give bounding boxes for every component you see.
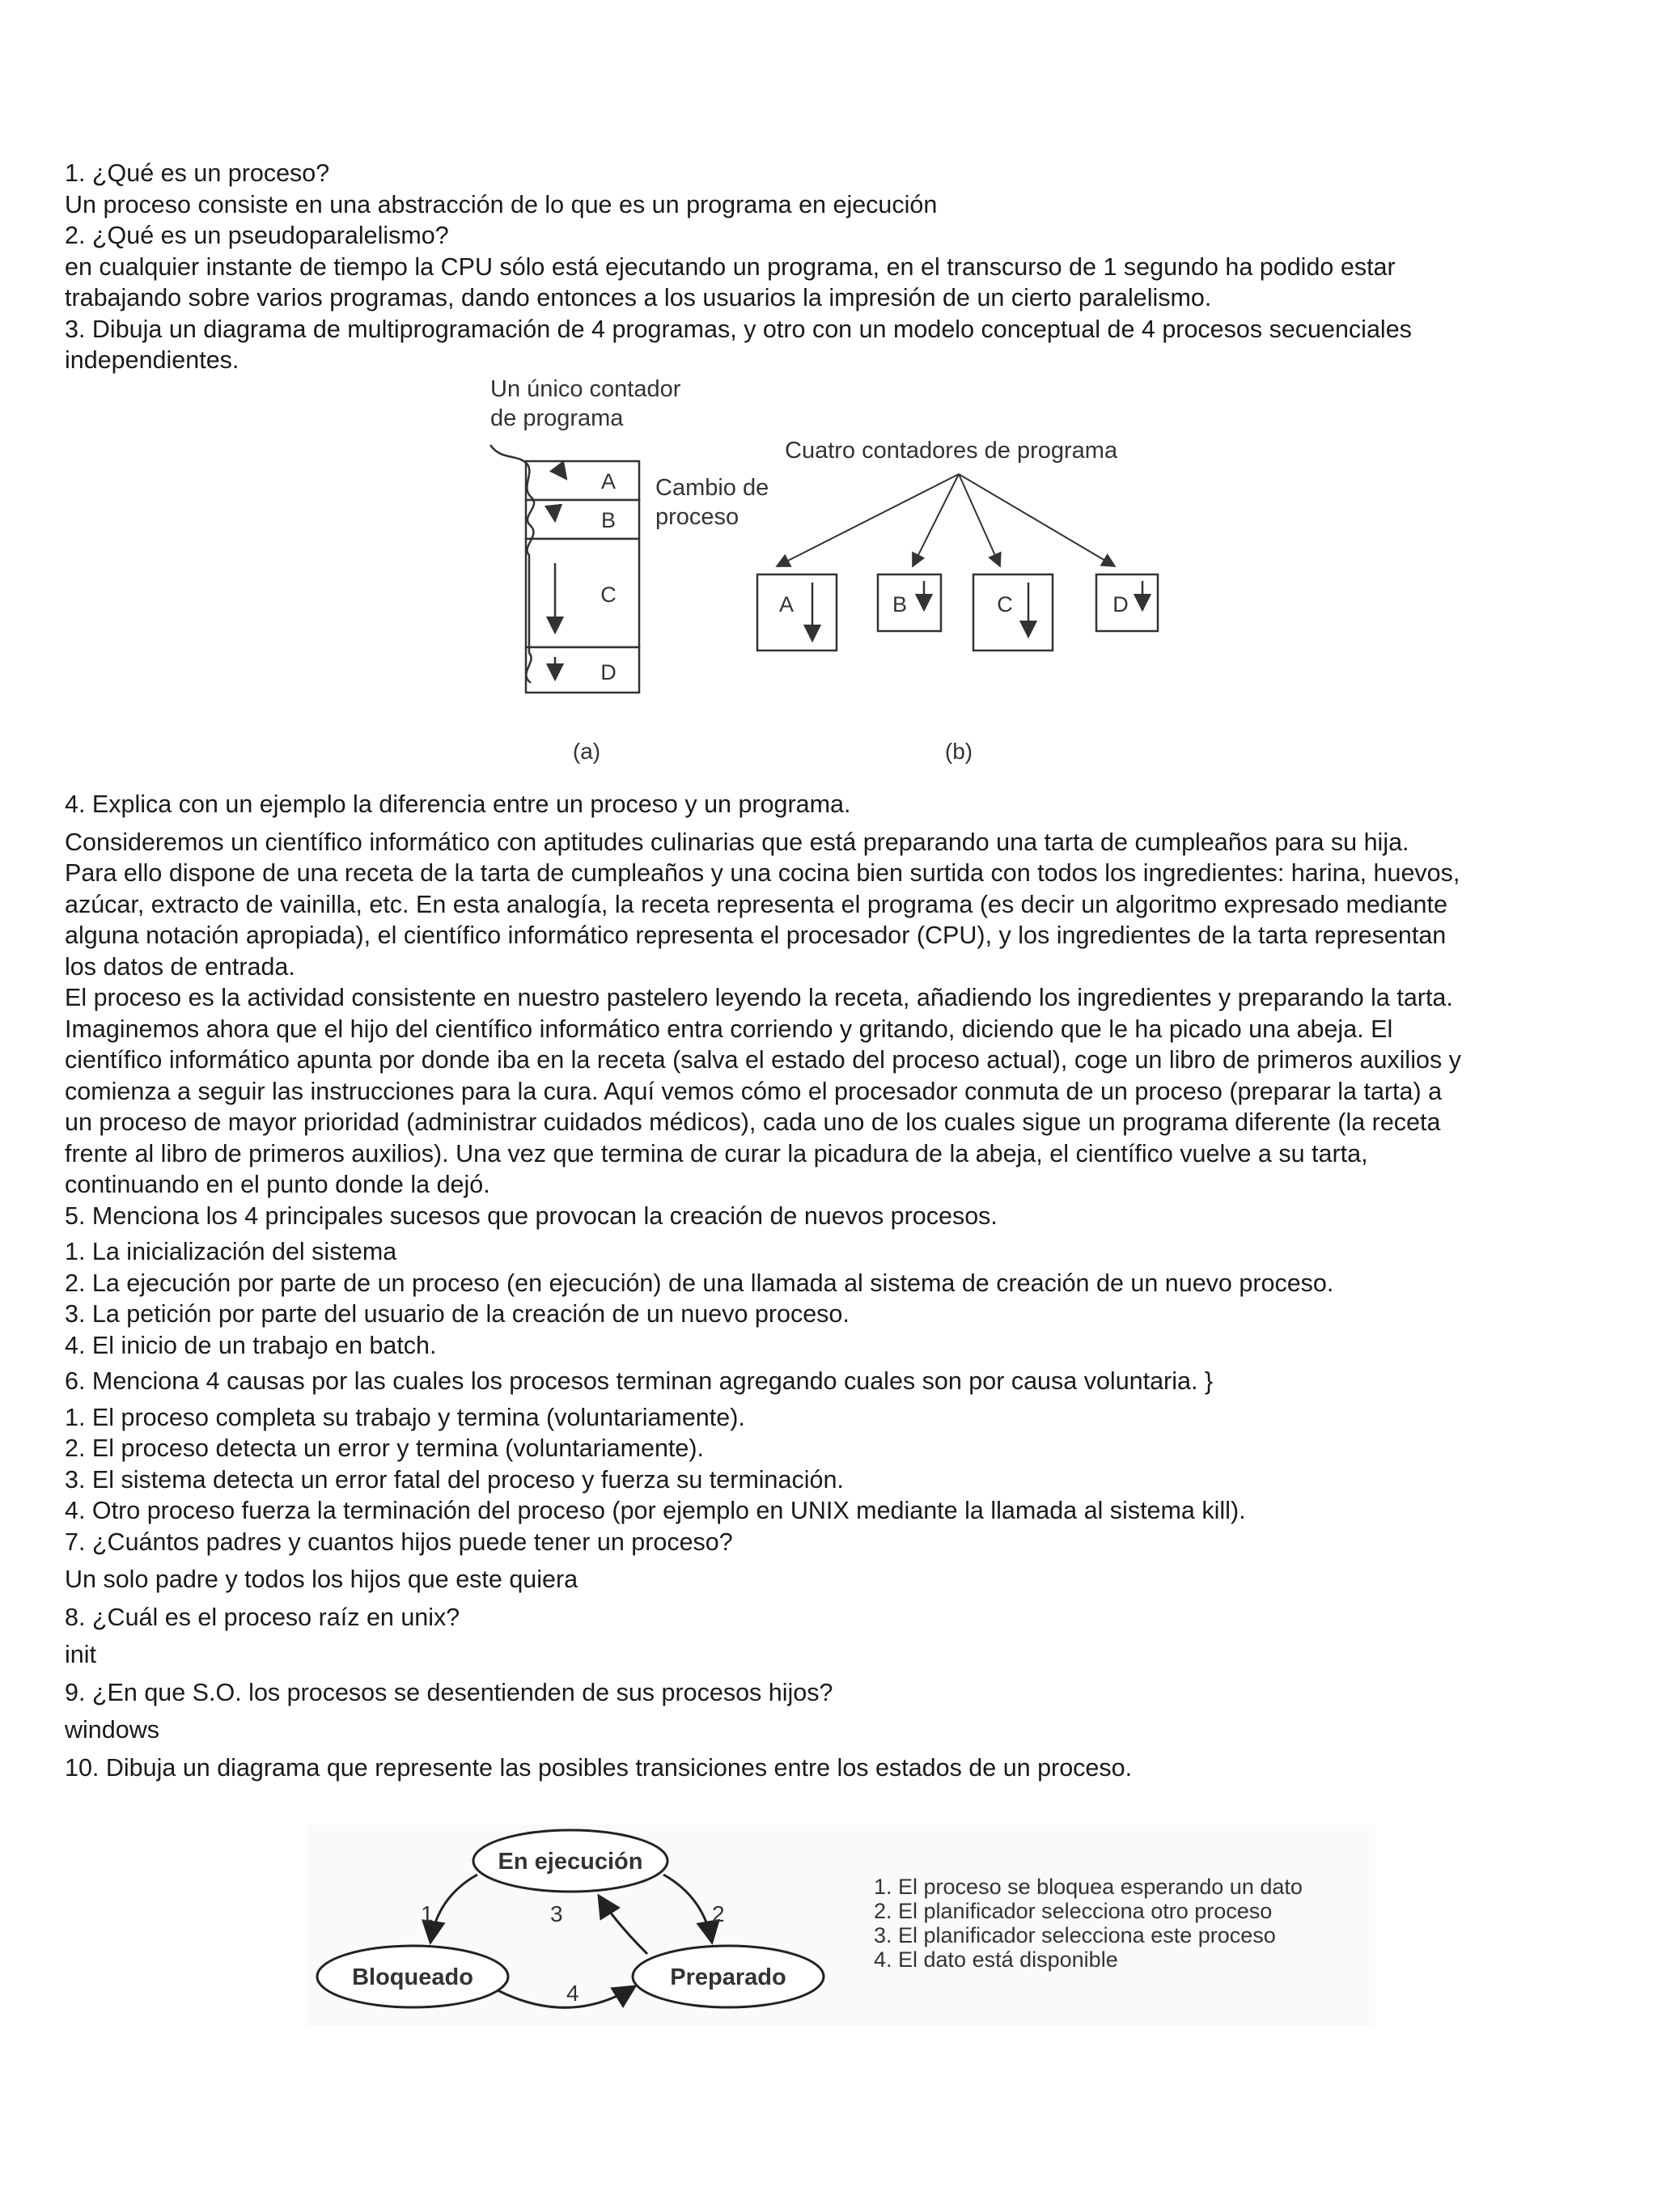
single-counter-label-line1: Un único contador bbox=[490, 376, 681, 402]
process-d-label: D bbox=[1112, 592, 1129, 617]
counter-line-a bbox=[777, 474, 959, 566]
multiprogramming-figure bbox=[453, 374, 1197, 778]
counter-line-b bbox=[913, 474, 959, 566]
question-8: 8. ¿Cuál es el proceso raíz en unix? bbox=[65, 1603, 460, 1631]
block-c-label: C bbox=[600, 583, 617, 607]
text-line: alguna notación apropiada), el científico informático representa el procesador (CPU), y los ingredientes de la tarta representan bbox=[65, 922, 1447, 949]
question-5: 5. Menciona los 4 principales sucesos que provocan la creación de nuevos procesos. bbox=[65, 1201, 998, 1230]
block-b bbox=[526, 500, 639, 539]
text-line: 1. ¿Qué es un proceso? bbox=[65, 159, 330, 187]
list-item: 1. La inicialización del sistema bbox=[65, 1238, 397, 1265]
answer-8: init bbox=[65, 1641, 96, 1668]
process-switch-label-line1: Cambio de bbox=[655, 475, 769, 501]
transition-2-label: 2 bbox=[712, 1901, 725, 1926]
question-10: 10. Dibuja un diagrama que represente las posibles transiciones entre los estados de un proceso. bbox=[65, 1753, 1133, 1782]
text-line: Imaginemos ahora que el hijo del científico informático entra corriendo y gritando, diciendo que le ha picado una abeja. El bbox=[65, 1015, 1393, 1043]
caption-b: (b) bbox=[944, 739, 973, 764]
block-b-label: B bbox=[600, 508, 617, 532]
four-counters-label: Cuatro contadores de programa bbox=[785, 438, 1118, 464]
text-line: Un proceso consiste en una abstracción de lo que es un programa en ejecución bbox=[65, 190, 938, 218]
block-d bbox=[526, 647, 639, 693]
question-6: 6. Menciona 4 causas por las cuales los procesos terminan agregando cuales son por causa voluntaria. } bbox=[65, 1367, 1214, 1395]
list-item: 4. El inicio de un trabajo en batch. bbox=[65, 1331, 437, 1359]
section-questions-1-3 bbox=[65, 158, 1602, 376]
text-line: azúcar, extracto de vainilla, etc. En esta analogía, la receta representa el programa (es decir un algoritmo expresado mediante bbox=[65, 890, 1447, 918]
text-line: científico informático apunta por donde iba en la receta (salva el estado del proceso actual), coge un libro de primeros auxilios y bbox=[65, 1046, 1461, 1074]
list-item: 3. La petición por parte del usuario de la creación de un nuevo proceso. bbox=[65, 1300, 850, 1328]
answer-7: Un solo padre y todos los hijos que este quiera bbox=[65, 1566, 578, 1593]
state-ready-label: Preparado bbox=[670, 1964, 786, 1990]
process-b-label: B bbox=[892, 592, 908, 617]
list-item: 1. El proceso completa su trabajo y termina (voluntariamente). bbox=[65, 1403, 745, 1431]
caption-a: (a) bbox=[572, 739, 601, 764]
process-box-c bbox=[973, 574, 1053, 650]
process-switch-label-line2: proceso bbox=[655, 504, 740, 530]
process-box-a bbox=[757, 574, 837, 650]
text-line: 2. ¿Qué es un pseudoparalelismo? bbox=[65, 222, 449, 249]
list-item: 2. La ejecución por parte de un proceso (en ejecución) de una llamada al sistema de creación de un nuevo proceso. bbox=[65, 1269, 1334, 1297]
block-a bbox=[526, 461, 639, 500]
process-a-label: A bbox=[778, 592, 795, 617]
text-line: El proceso es la actividad consistente en nuestro pastelero leyendo la receta, añadiendo los ingredientes y preparando la tarta. bbox=[65, 984, 1453, 1011]
legend-item: 4. El dato está disponible bbox=[874, 1947, 1118, 1972]
transition-3-label: 3 bbox=[550, 1901, 563, 1926]
list-item: 2. El proceso detecta un error y termina (voluntariamente). bbox=[65, 1434, 704, 1462]
answer-9: windows bbox=[65, 1716, 159, 1744]
question-7: 7. ¿Cuántos padres y cuantos hijos puede tener un proceso? bbox=[65, 1528, 733, 1556]
list-item: 4. Otro proceso fuerza la terminación del proceso (por ejemplo en UNIX mediante la llamada al sistema kill). bbox=[65, 1497, 1246, 1524]
text-line: independientes. bbox=[65, 346, 239, 374]
text-line: comienza a seguir las instrucciones para la cura. Aquí vemos cómo el procesador conmuta de un proceso (preparar la tarta) a bbox=[65, 1077, 1443, 1105]
block-c bbox=[526, 539, 639, 647]
question-4: 4. Explica con un ejemplo la diferencia entre un proceso y un programa. bbox=[65, 790, 851, 818]
text-line: Consideremos un científico informático con aptitudes culinarias que está preparando una tarta de cumpleaños para su hija. bbox=[65, 828, 1409, 856]
state-blocked-label: Bloqueado bbox=[352, 1964, 473, 1990]
counter-line-d bbox=[959, 474, 1115, 566]
text-line: 3. Dibuja un diagrama de multiprogramación de 4 programas, y otro con un modelo conceptual de 4 procesos secuenciales bbox=[65, 315, 1412, 343]
legend-item: 2. El planificador selecciona otro proceso bbox=[874, 1899, 1273, 1923]
process-box-b bbox=[878, 574, 941, 631]
text-line: en cualquier instante de tiempo la CPU sólo está ejecutando un programa, en el transcurso de 1 segundo ha podido estar bbox=[65, 252, 1396, 281]
text-line: frente al libro de primeros auxilios). Una vez que termina de curar la picadura de la abeja, el científico vuelve a su tarta, bbox=[65, 1139, 1368, 1167]
legend-item: 3. El planificador selecciona este proceso bbox=[874, 1923, 1276, 1947]
transition-4-label: 4 bbox=[566, 1981, 579, 2006]
process-state-diagram bbox=[307, 1824, 1375, 2027]
transition-1-label: 1 bbox=[421, 1901, 434, 1926]
process-c-label: C bbox=[997, 592, 1013, 617]
question-9: 9. ¿En que S.O. los procesos se desentienden de sus procesos hijos? bbox=[65, 1678, 833, 1706]
list-item: 3. El sistema detecta un error fatal del proceso y fuerza su terminación. bbox=[65, 1465, 844, 1494]
legend-item: 1. El proceso se bloquea esperando un dato bbox=[874, 1875, 1303, 1899]
text-line: trabajando sobre varios programas, dando entonces a los usuarios la impresión de un cierto paralelismo. bbox=[65, 284, 1212, 311]
section-questions-4-10 bbox=[65, 789, 1602, 1783]
block-a-label: A bbox=[600, 469, 617, 494]
single-counter-label-line2: de programa bbox=[490, 405, 624, 431]
text-line: Para ello dispone de una receta de la tarta de cumpleaños y una cocina bien surtida con todos los ingredientes: harina, huevos, bbox=[65, 859, 1460, 887]
counter-line-c bbox=[959, 474, 1000, 566]
text-line: los datos de entrada. bbox=[65, 952, 295, 981]
state-running-label: En ejecución bbox=[498, 1849, 643, 1875]
text-line: continuando en el punto donde la dejó. bbox=[65, 1171, 490, 1198]
block-d-label: D bbox=[600, 660, 617, 684]
text-line: un proceso de mayor prioridad (administrar cuidados médicos), cada uno de los cuales sigue un programa diferente (la receta bbox=[65, 1108, 1441, 1136]
